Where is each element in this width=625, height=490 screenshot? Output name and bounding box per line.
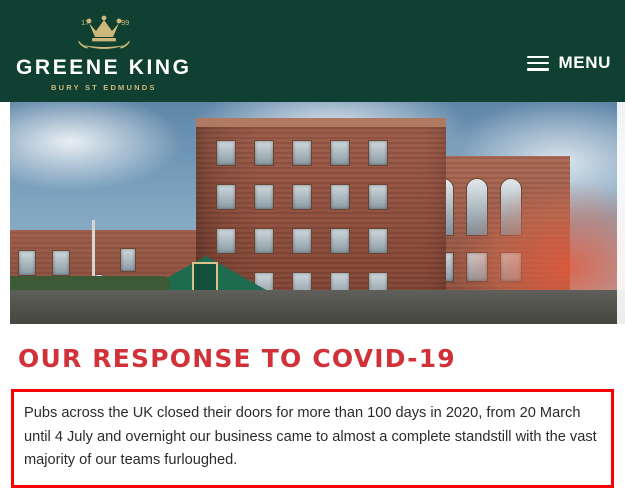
brand-name: GREENE KING bbox=[16, 55, 192, 79]
svg-text:17: 17 bbox=[80, 17, 90, 27]
highlighted-paragraph-box bbox=[11, 389, 614, 488]
hero-right-margin bbox=[617, 102, 625, 324]
svg-text:99: 99 bbox=[120, 17, 130, 27]
main-content bbox=[0, 324, 625, 488]
menu-label: MENU bbox=[558, 53, 611, 72]
hero-image bbox=[0, 102, 625, 324]
hero-left-margin bbox=[0, 102, 10, 324]
crown-crest-icon bbox=[65, 13, 143, 53]
intro-paragraph: Pubs across the UK closed their doors for more than 100 days in 2020, from 20 March until 4 July and overnight our business came to almost a complete standstill with the vast majority of our teams furloughed. bbox=[24, 405, 597, 469]
foreground-ground bbox=[0, 290, 625, 324]
menu-button[interactable] bbox=[527, 53, 611, 73]
brand-logo[interactable] bbox=[16, 11, 192, 92]
brand-subtitle: BURY ST EDMUNDS bbox=[51, 82, 157, 92]
site-header bbox=[0, 0, 625, 102]
page-title: OUR RESPONSE TO COVID-19 bbox=[18, 344, 456, 373]
hamburger-menu-icon[interactable] bbox=[527, 56, 549, 71]
